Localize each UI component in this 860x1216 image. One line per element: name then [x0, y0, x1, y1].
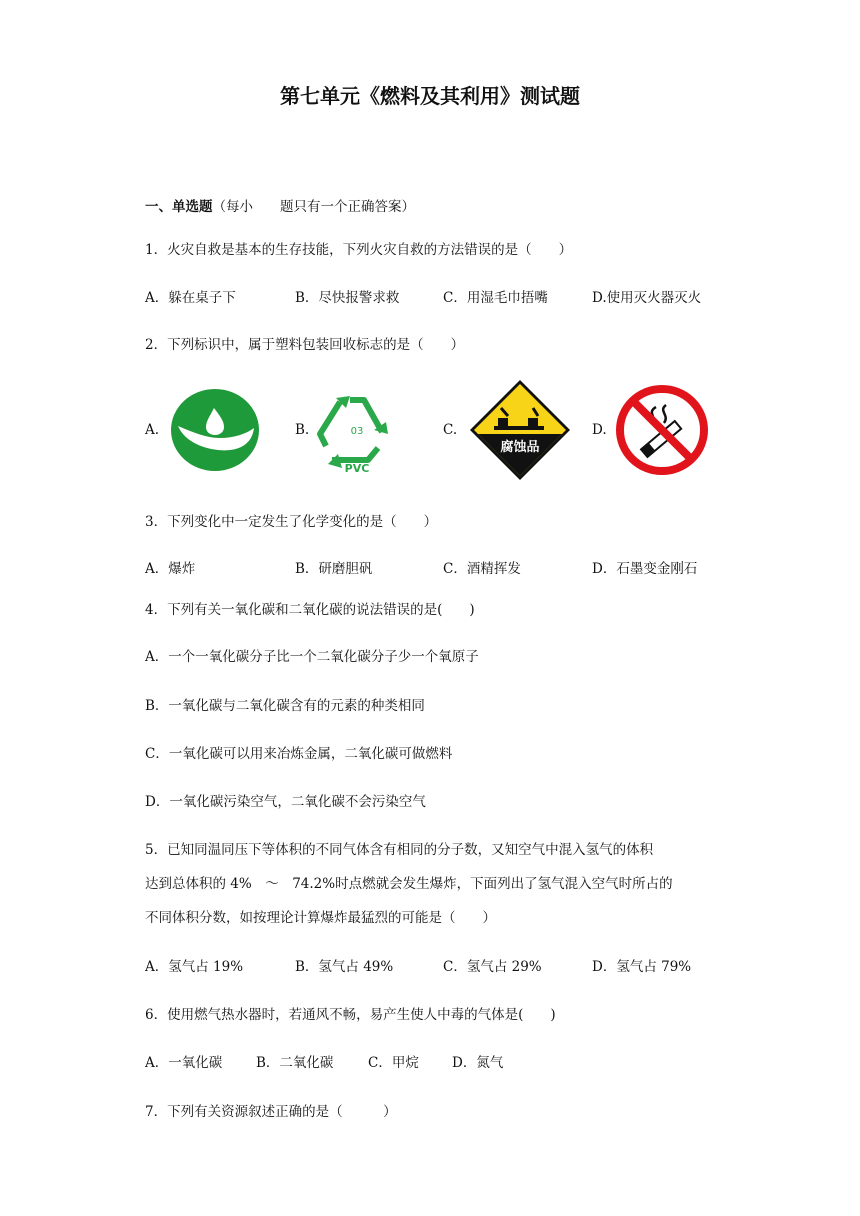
q2-option-a: A. — [145, 422, 160, 438]
q2-option-b: B. — [295, 422, 310, 438]
q3-option-d: D．石墨变金刚石 — [592, 561, 698, 577]
q3-option-c: C．酒精挥发 — [443, 561, 521, 577]
q6-option-d: D．氮气 — [452, 1055, 504, 1071]
question-5-line-2: 达到总体积的 4% ～ 74.2%时点燃就会发生爆炸，下面列出了氢气混入空气时所占的 — [145, 876, 673, 892]
q2-option-d: D. — [592, 422, 607, 438]
q6-option-b: B．二氧化碳 — [256, 1055, 334, 1071]
recycle-code: 03 — [350, 426, 364, 437]
recycle-icon — [316, 390, 398, 478]
section-note: （每小 题只有一个正确答案） — [212, 199, 415, 215]
question-4: 4．下列有关一氧化碳和二氧化碳的说法错误的是( ) — [145, 602, 475, 618]
corrosive-icon — [468, 378, 572, 486]
q4-option-c: C．一氧化碳可以用来冶炼金属，二氧化碳可做燃料 — [145, 746, 453, 762]
no-smoking-icon — [616, 385, 708, 479]
question-3: 3．下列变化中一定发生了化学变化的是（ ） — [145, 514, 438, 530]
question-2: 2．下列标识中，属于塑料包装回收标志的是（ ） — [145, 337, 465, 353]
water-saving-icon — [170, 388, 260, 476]
q1-option-b: B．尽快报警求救 — [295, 290, 400, 306]
recycle-label: PVC — [344, 462, 370, 474]
q4-option-a: A．一个一氧化碳分子比一个二氧化碳分子少一个氧原子 — [145, 649, 479, 665]
q1-option-d: D.使用灭火器灭火 — [592, 290, 702, 306]
q3-option-b: B．研磨胆矾 — [295, 561, 373, 577]
q1-option-a: A．躲在桌子下 — [145, 290, 236, 306]
q5-option-a: A．氢气占 19% — [145, 959, 244, 975]
question-5-line-1: 5．已知同温同压下等体积的不同气体含有相同的分子数，又知空气中混入氢气的体积 — [145, 842, 654, 858]
question-5-line-3: 不同体积分数，如按理论计算爆炸最猛烈的可能是（ ） — [145, 910, 496, 926]
q5-option-d: D．氢气占 79% — [592, 959, 692, 975]
q6-option-a: A．一氧化碳 — [145, 1055, 223, 1071]
q6-option-c: C．甲烷 — [368, 1055, 419, 1071]
question-1: 1．火灾自救是基本的生存技能，下列火灾自救的方法错误的是（ ） — [145, 242, 573, 258]
q5-option-b: B．氢气占 49% — [295, 959, 394, 975]
q4-option-b: B．一氧化碳与二氧化碳含有的元素的种类相同 — [145, 698, 425, 714]
q1-option-c: C．用湿毛巾捂嘴 — [443, 290, 548, 306]
q3-option-a: A．爆炸 — [145, 561, 196, 577]
q4-option-d: D．一氧化碳污染空气，二氧化碳不会污染空气 — [145, 794, 426, 810]
section-heading — [145, 195, 415, 215]
question-7: 7．下列有关资源叙述正确的是（ ） — [145, 1104, 397, 1120]
section-label: 一、单选题 — [145, 199, 213, 215]
q2-option-c: C. — [443, 422, 458, 438]
q5-option-c: C．氢气占 29% — [443, 959, 542, 975]
page-title: 第七单元《燃料及其利用》测试题 — [280, 84, 580, 108]
question-6: 6．使用燃气热水器时，若通风不畅，易产生使人中毒的气体是( ) — [145, 1007, 556, 1023]
corrosive-label: 腐蚀品 — [500, 440, 540, 455]
